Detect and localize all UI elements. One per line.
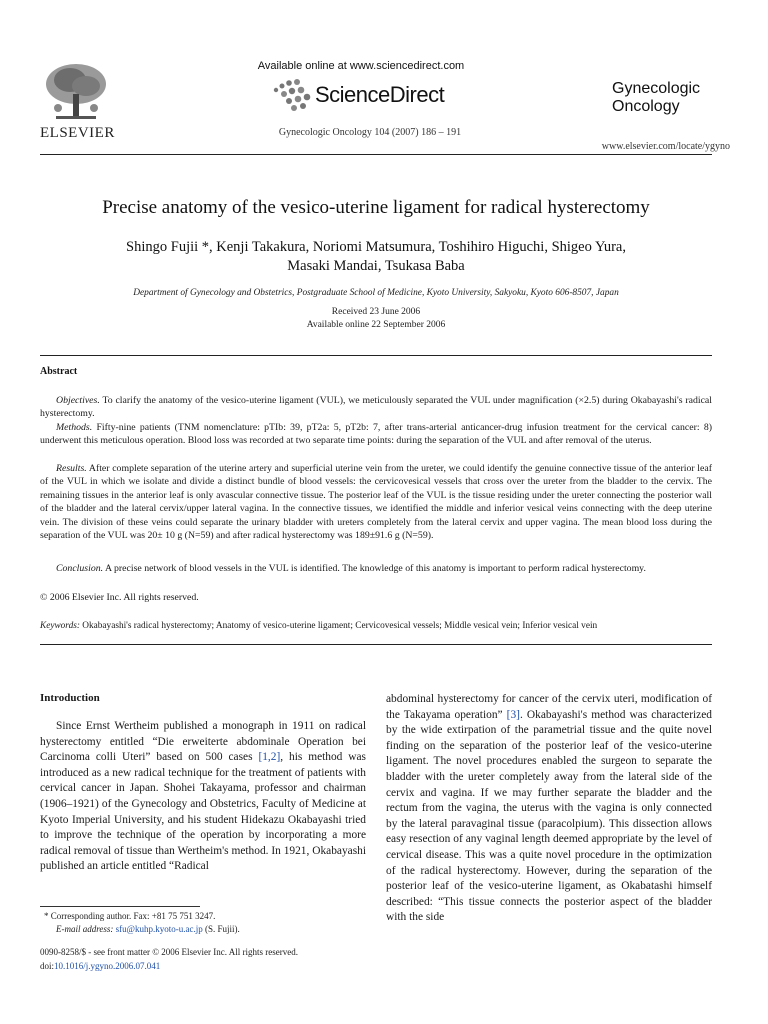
available-online-text: Available online at www.sciencedirect.com bbox=[257, 60, 465, 72]
results-text: After complete separation of the uterine artery and superficial uterine vein from the ureter, we could identify the genuine connective tissue of the anterior leaf of the VUL in which we isolate and divide a distinct bundle of blood vessels: the cervicovesical vessels that cross over the ureter from the bladder to the cervix. The remaining tissues in the anterior leaf is only avascular connective tissue. The posterior leaf of the VUL is the tissue residing under the ureter connecting the posterior wall of the bladder and the lateral cervix/upper lateral vagina. In the connective tissues, we identified the middle and inferior vesical veins connecting with the deep uterine vein. The division of these veins could separate the urinary bladder with ureters completely from the lateral cervix and upper vagina. The mean blood loss during the separation of the VUL was 20± 10 g (N=59) and after radical hysterectomy was 189±91.6 g (N=59). bbox=[40, 463, 712, 542]
methods-text: Fifty-nine patients (TNM nomenclature: pTIb: 39, pT2a: 5, pT2b: 7, after trans-arterial anticancer-drug infusion treatment for the cervical cancer: 8) underwent this meticulous operation. Blood loss was recorded at two separate time points: during the separation of the VUL and after removal of the uterus. bbox=[40, 422, 712, 447]
journal-name-line2: Oncology bbox=[612, 98, 680, 115]
sciencedirect-dots-icon bbox=[270, 78, 314, 112]
citation-link-3[interactable]: [3] bbox=[506, 708, 520, 721]
keywords-label: Keywords: bbox=[40, 621, 80, 631]
doi-link[interactable]: 10.1016/j.ygyno.2006.07.041 bbox=[54, 961, 161, 971]
conclusion-label: Conclusion. bbox=[56, 563, 104, 574]
keywords-text: Okabayashi's radical hysterectomy; Anatomy of vesico-uterine ligament; Cervicovesical vessels; Middle vesical vein; Inferior vesical vein bbox=[82, 621, 598, 631]
journal-name bbox=[612, 80, 732, 116]
abstract-results bbox=[40, 462, 712, 542]
authors-line-1: Shingo Fujii *, Kenji Takakura, Noriomi Matsumura, Toshihiro Higuchi, Shigeo Yura, bbox=[126, 239, 626, 255]
email-label: E-mail address: bbox=[56, 924, 114, 934]
email-note bbox=[56, 924, 240, 934]
footnote-divider bbox=[40, 906, 200, 907]
abstract-objectives bbox=[40, 394, 712, 421]
results-label: Results. bbox=[56, 463, 87, 474]
abstract-copyright: © 2006 Elsevier Inc. All rights reserved. bbox=[40, 592, 199, 603]
author-list bbox=[60, 238, 692, 276]
right-para-part-b: . Okabayashi's method was characterized by the wide extirpation of the parametrial tissue and the quite novel finding on the separation of the posterior leaf of the vesico-uterine ligament. The novel procedures enabled the surgeon to separate the bladder with the ureter completely away from the lateral side of the cervix and vagina. If we may further separate the bladder and the rectum from the vagina, the uterus with the vagina is only connected by the lateral paravaginal tissue (paracolpium). This dissection allows easy resection of any vaginal length deemed appropriate by the level of cervical disease. This was a quite novel procedure in the optimization of the radical hysterectomy. However, during the separation of the posterior leaf of the vesico-uterine ligament, as Okabatashi himself described: “This tissue connects the posterior aspect of the bladder with the side bbox=[386, 708, 712, 924]
right-para-part-a: abdominal hysterectomy for cancer of the cervix uteri, modification of the Takayama operation” bbox=[386, 693, 712, 721]
citation-link-1-2[interactable]: [1,2] bbox=[258, 751, 281, 764]
abstract-conclusion bbox=[40, 562, 712, 575]
journal-citation: Gynecologic Oncology 104 (2007) 186 – 191 bbox=[278, 127, 462, 138]
abstract-top-divider bbox=[40, 355, 712, 356]
left-para-part-b: , his method was introduced as a new radical technique for the treatment of patients with cervical cancer in Japan. Shohei Takayama, professor and chairman (1906–1921) of the Gynecology and Obstetrics, Faculty of Medicine at Kyoto Imperial University, and his student Hidekazu Okabayashi tried to improve the technique of the operation by incorporating a more radical removal of tissue than Wertheim's method. In 1921, Okabayashi published an article entitled “Radical bbox=[40, 751, 366, 873]
sciencedirect-logo-text: ScienceDirect bbox=[315, 82, 445, 107]
email-suffix: (S. Fujii). bbox=[204, 924, 240, 934]
keywords bbox=[40, 621, 712, 631]
objectives-label: Objectives. bbox=[56, 395, 100, 406]
online-date: Available online 22 September 2006 bbox=[306, 320, 446, 330]
publisher-name: ELSEVIER bbox=[40, 125, 115, 141]
article-title: Precise anatomy of the vesico-uterine ligament for radical hysterectomy bbox=[102, 197, 650, 218]
objectives-text: To clarify the anatomy of the vesico-uterine ligament (VUL), we meticulously separated the VUL under magnification (×2.5) during Okabayashi's radical hysterectomy. bbox=[40, 395, 712, 420]
conclusion-text: A precise network of blood vessels in the VUL is identified. The knowledge of this anatomy is important to perform radical hysterectomy. bbox=[105, 563, 646, 574]
journal-url[interactable]: www.elsevier.com/locate/ygyno bbox=[601, 141, 730, 152]
methods-label: Methods. bbox=[56, 422, 93, 433]
elsevier-tree-logo bbox=[40, 60, 112, 124]
introduction-left-paragraph bbox=[40, 719, 366, 875]
doi-line bbox=[40, 961, 160, 971]
issn-line: 0090-8258/$ - see front matter © 2006 Elsevier Inc. All rights reserved. bbox=[40, 947, 299, 957]
header-divider bbox=[40, 154, 712, 155]
abstract-bottom-divider bbox=[40, 644, 712, 645]
doi-label: doi: bbox=[40, 961, 55, 971]
email-link[interactable]: sfu@kuhp.kyoto-u.ac.jp bbox=[115, 924, 203, 934]
corresponding-author-note: * Corresponding author. Fax: +81 75 751 3247. bbox=[44, 911, 216, 921]
journal-name-line1: Gynecologic bbox=[612, 80, 701, 97]
introduction-right-paragraph bbox=[386, 692, 712, 926]
left-para-part-a: Since Ernst Wertheim published a monograph in 1911 on radical hysterectomy entitled “Die erweiterte abdominale Operation bei Carcinoma colli Uteri” based on 500 cases bbox=[40, 720, 366, 764]
abstract-methods bbox=[40, 421, 712, 448]
received-date: Received 23 June 2006 bbox=[331, 307, 421, 317]
abstract-heading: Abstract bbox=[40, 366, 78, 377]
affiliation: Department of Gynecology and Obstetrics, Postgraduate School of Medicine, Kyoto University, Sakyoku, Kyoto 606-8507, Japan bbox=[133, 288, 619, 298]
authors-line-2: Masaki Mandai, Tsukasa Baba bbox=[287, 258, 465, 274]
introduction-heading: Introduction bbox=[40, 692, 100, 704]
